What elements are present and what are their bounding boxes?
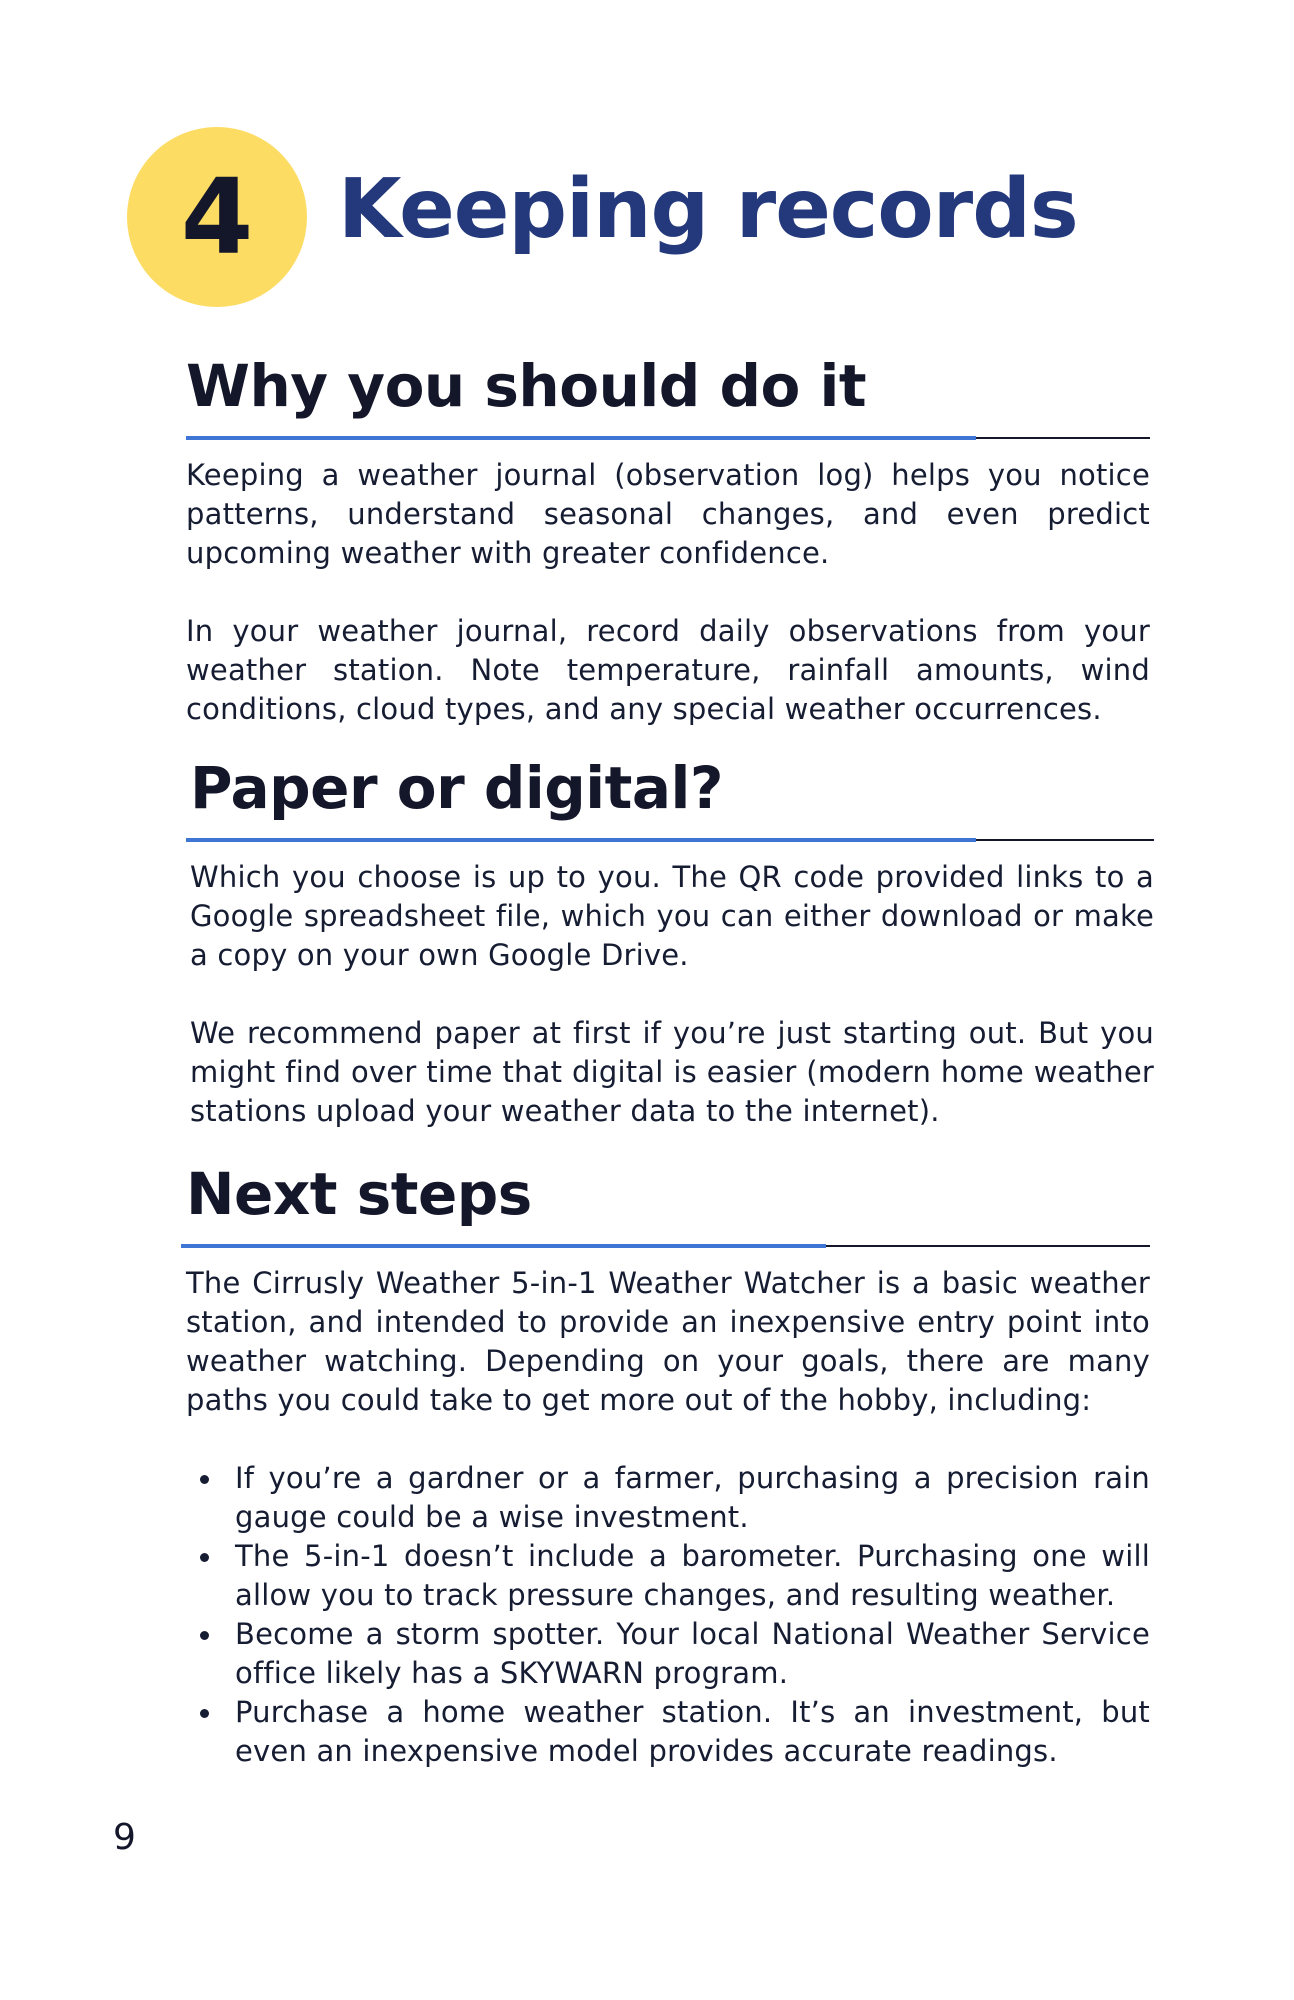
- list-item-text: Purchase a home weather station. It’s an investment, but even an inexpensive model provides accurate readings.: [235, 1695, 1150, 1768]
- page-number: 9: [113, 1817, 136, 1858]
- paragraph: In your weather journal, record daily observations from your weather station. Note temperature, rainfall amounts, wind conditions, cloud types, and any special weather occurrences.: [186, 614, 1150, 726]
- section-heading: Paper or digital?: [190, 754, 724, 822]
- list-item: [186, 1693, 1150, 1771]
- section-why: [186, 350, 1150, 729]
- list-item-text: The 5-in-1 doesn’t include a barometer. Purchasing one will allow you to track pressure changes, and resulting weather.: [235, 1539, 1150, 1612]
- section-divider: [186, 436, 1150, 440]
- list-item: [186, 1537, 1150, 1615]
- list-item-text: If you’re a gardner or a farmer, purchasing a precision rain gauge could be a wise investment.: [235, 1461, 1150, 1534]
- bullet-icon: [200, 1709, 209, 1718]
- section-divider: [186, 838, 1154, 842]
- divider-accent: [181, 1244, 826, 1248]
- paragraph: The Cirrusly Weather 5-in-1 Weather Watcher is a basic weather station, and intended to provide an inexpensive entry point into weather watching. Depending on your goals, there are many paths you could take to get more out of the hobby, including:: [186, 1266, 1150, 1417]
- bullet-icon: [200, 1631, 209, 1640]
- section-next-steps: [186, 1158, 1150, 1771]
- chapter-number: 4: [180, 156, 254, 278]
- bullet-icon: [200, 1475, 209, 1484]
- list-item: [186, 1615, 1150, 1693]
- section-heading: Why you should do it: [186, 352, 867, 420]
- next-steps-list: [186, 1459, 1150, 1771]
- divider-accent: [186, 838, 976, 842]
- list-item-text: Become a storm spotter. Your local National Weather Service office likely has a SKYWARN program.: [235, 1617, 1150, 1690]
- chapter-number-badge: [127, 127, 307, 307]
- paragraph: Keeping a weather journal (observation log) helps you notice patterns, understand seasonal changes, and even predict upcoming weather with greater confidence.: [186, 458, 1150, 570]
- divider-accent: [186, 436, 976, 440]
- bullet-icon: [200, 1553, 209, 1562]
- list-item: [186, 1459, 1150, 1537]
- section-divider: [181, 1244, 1150, 1248]
- paragraph: Which you choose is up to you. The QR code provided links to a Google spreadsheet file, which you can either download or make a copy on your own Google Drive.: [190, 860, 1154, 972]
- section-heading: Next steps: [186, 1160, 532, 1228]
- chapter-title: Keeping records: [338, 162, 1078, 257]
- paragraph: We recommend paper at first if you’re just starting out. But you might find over time that digital is easier (modern home weather stations upload your weather data to the internet).: [190, 1016, 1154, 1128]
- section-paper-or-digital: [190, 752, 1154, 1131]
